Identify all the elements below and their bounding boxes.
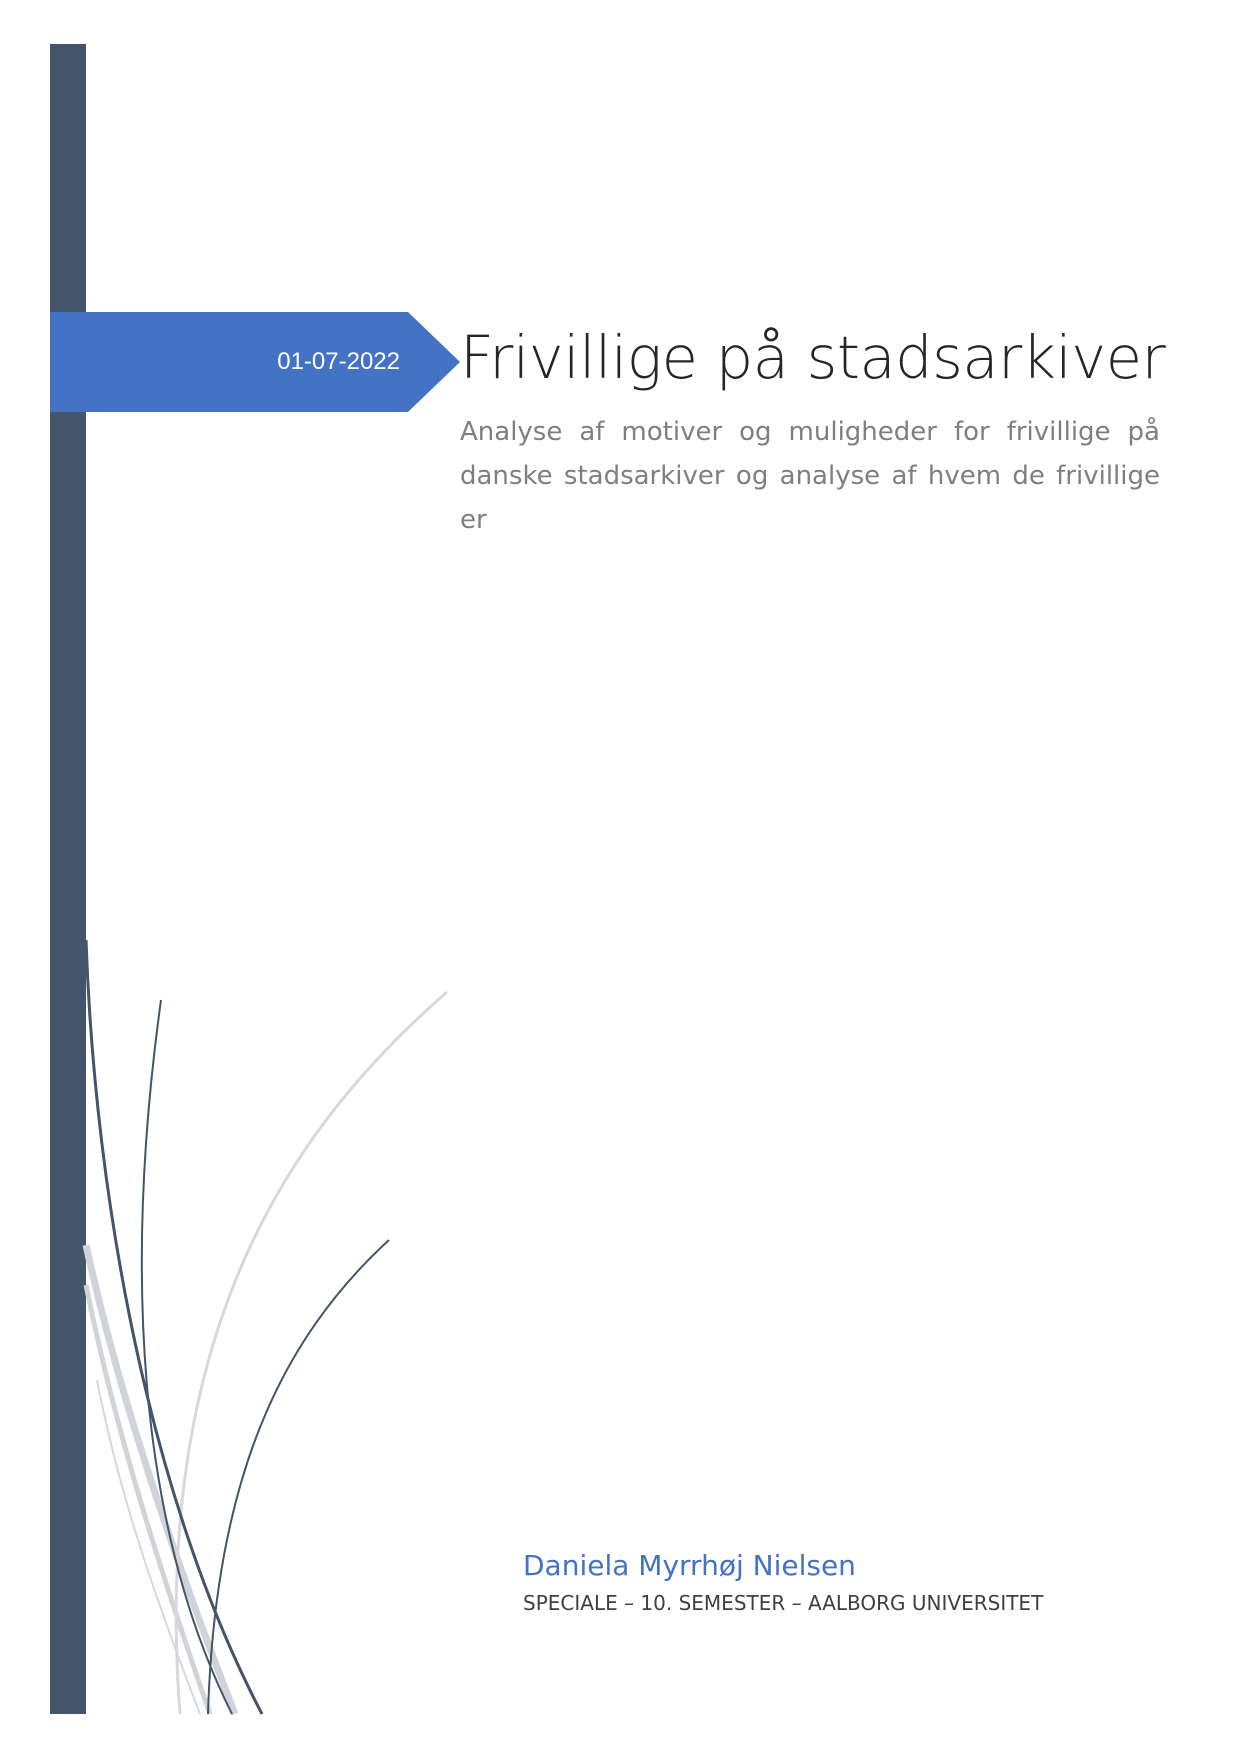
document-title: Frivillige på stadsarkiver [460, 323, 1166, 392]
sidebar-band [50, 44, 86, 1714]
light-curve-arc [176, 992, 447, 1714]
date-banner [50, 312, 460, 412]
dark-curve-arc [208, 1240, 389, 1714]
document-date: 01-07-2022 [277, 348, 400, 375]
light-curve-long [86, 1245, 235, 1714]
author-name: Daniela Myrrhøj Nielsen [523, 1549, 856, 1582]
dark-curve-outer [86, 940, 262, 1714]
light-curve-mid [86, 1285, 210, 1714]
document-subtitle: Analyse af motiver og muligheder for frivillige på danske stadsarkiver og analyse af hvem de frivillige er [460, 417, 1160, 535]
program-line: SPECIALE – 10. SEMESTER – AALBORG UNIVERSITET [523, 1591, 1044, 1615]
dark-curve-inner [142, 1000, 232, 1714]
light-curve-thin [97, 1380, 200, 1714]
